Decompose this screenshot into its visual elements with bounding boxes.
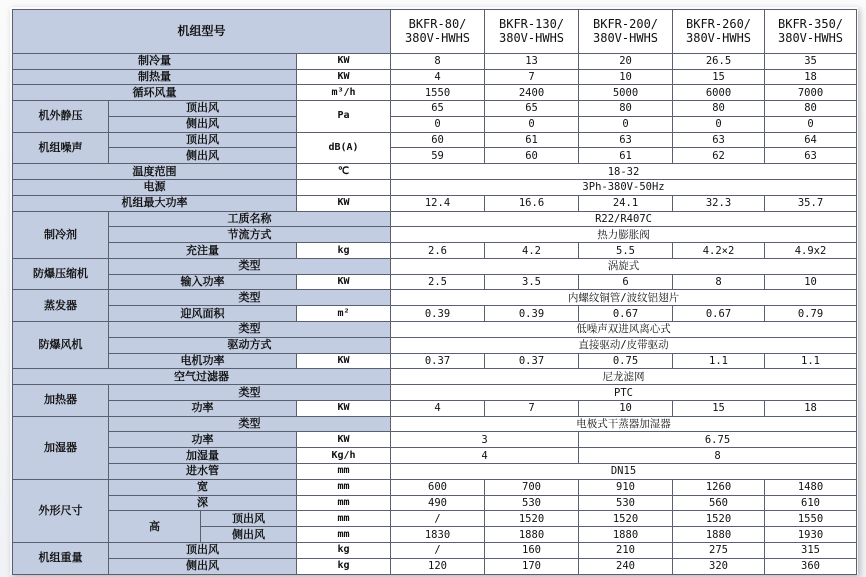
value-cell: 内螺纹铜管/波纹铝翅片 xyxy=(391,290,857,306)
model-header: 机组型号 xyxy=(13,10,391,54)
model-cell: BKFR-130/ 380V-HWHS xyxy=(485,10,579,54)
group-label: 机组重量 xyxy=(13,542,109,574)
value-cell: 1.1 xyxy=(673,353,765,369)
value-cell: 26.5 xyxy=(673,53,765,69)
unit-cell xyxy=(297,179,391,195)
value-cell: 62 xyxy=(673,148,765,164)
row-label: 循环风量 xyxy=(13,85,297,101)
row-label: 顶出风 xyxy=(201,511,297,527)
value-cell: 1880 xyxy=(673,527,765,543)
value-cell: 16.6 xyxy=(485,195,579,211)
header-row xyxy=(13,10,857,54)
spec-table xyxy=(12,9,857,575)
value-cell: 80 xyxy=(673,101,765,117)
value-cell: 0.79 xyxy=(765,306,857,322)
row-label: 宽 xyxy=(109,479,297,495)
value-cell: 65 xyxy=(485,101,579,117)
value-cell: 80 xyxy=(765,101,857,117)
row-label: 电源 xyxy=(13,179,297,195)
table-row xyxy=(13,542,857,558)
value-cell: R22/R407C xyxy=(391,211,857,227)
value-cell: 560 xyxy=(673,495,765,511)
value-cell: / xyxy=(391,511,485,527)
table-row xyxy=(13,511,857,527)
value-cell: 32.3 xyxy=(673,195,765,211)
unit-cell: kg xyxy=(297,243,391,259)
row-label: 类型 xyxy=(109,322,391,338)
unit-cell: KW xyxy=(297,53,391,69)
value-cell: 0 xyxy=(673,116,765,132)
value-cell: 6.75 xyxy=(579,432,857,448)
table-row xyxy=(13,211,857,227)
value-cell: 210 xyxy=(579,542,673,558)
value-cell: 3 xyxy=(391,432,579,448)
value-cell: 1880 xyxy=(579,527,673,543)
value-cell: 6000 xyxy=(673,85,765,101)
value-cell: PTC xyxy=(391,385,857,401)
value-cell: 1830 xyxy=(391,527,485,543)
value-cell: 2.6 xyxy=(391,243,485,259)
value-cell: 15 xyxy=(673,69,765,85)
value-cell: 80 xyxy=(579,101,673,117)
value-cell: 63 xyxy=(765,148,857,164)
table-row xyxy=(13,385,857,401)
table-row xyxy=(13,369,857,385)
value-cell: 0 xyxy=(765,116,857,132)
row-label: 机组最大功率 xyxy=(13,195,297,211)
row-label: 顶出风 xyxy=(109,132,297,148)
unit-cell: dB(A) xyxy=(297,132,391,164)
row-label: 高 xyxy=(109,511,201,543)
unit-cell: KW xyxy=(297,195,391,211)
value-cell: 600 xyxy=(391,479,485,495)
value-cell: 直接驱动/皮带驱动 xyxy=(391,337,857,353)
value-cell: 1550 xyxy=(765,511,857,527)
row-label: 侧出风 xyxy=(109,116,297,132)
unit-cell: KW xyxy=(297,353,391,369)
value-cell: 7 xyxy=(485,69,579,85)
table-row xyxy=(13,337,857,353)
unit-cell: KW xyxy=(297,274,391,290)
value-cell: 4 xyxy=(391,69,485,85)
value-cell: 1880 xyxy=(485,527,579,543)
value-cell: 1520 xyxy=(579,511,673,527)
value-cell: 低噪声双进风离心式 xyxy=(391,322,857,338)
table-row xyxy=(13,101,857,117)
value-cell: 10 xyxy=(579,69,673,85)
table-row xyxy=(13,243,857,259)
value-cell: 0.37 xyxy=(485,353,579,369)
row-label: 顶出风 xyxy=(109,101,297,117)
row-label: 功率 xyxy=(109,400,297,416)
value-cell: 0.75 xyxy=(579,353,673,369)
value-cell: 35.7 xyxy=(765,195,857,211)
table-row xyxy=(13,132,857,148)
value-cell: 360 xyxy=(765,558,857,574)
value-cell: 0.39 xyxy=(391,306,485,322)
unit-cell: m³/h xyxy=(297,85,391,101)
value-cell: 61 xyxy=(485,132,579,148)
value-cell: 1480 xyxy=(765,479,857,495)
table-row xyxy=(13,306,857,322)
value-cell: 8 xyxy=(673,274,765,290)
table-row xyxy=(13,69,857,85)
value-cell: 610 xyxy=(765,495,857,511)
row-label: 迎风面积 xyxy=(109,306,297,322)
unit-cell: mm xyxy=(297,479,391,495)
row-label: 充注量 xyxy=(109,243,297,259)
row-label: 类型 xyxy=(109,385,391,401)
model-cell: BKFR-80/ 380V-HWHS xyxy=(391,10,485,54)
group-label: 机外静压 xyxy=(13,101,109,133)
value-cell: 64 xyxy=(765,132,857,148)
model-cell: BKFR-350/ 380V-HWHS xyxy=(765,10,857,54)
table-row xyxy=(13,322,857,338)
value-cell: 4.2×2 xyxy=(673,243,765,259)
row-label: 侧出风 xyxy=(201,527,297,543)
value-cell: 18 xyxy=(765,400,857,416)
value-cell: 59 xyxy=(391,148,485,164)
value-cell: 10 xyxy=(765,274,857,290)
table-row xyxy=(13,416,857,432)
group-label: 制冷剂 xyxy=(13,211,109,258)
value-cell: 热力膨胀阀 xyxy=(391,227,857,243)
value-cell: 35 xyxy=(765,53,857,69)
table-row xyxy=(13,353,857,369)
row-label: 功率 xyxy=(109,432,297,448)
value-cell: 10 xyxy=(579,400,673,416)
model-cell: BKFR-200/ 380V-HWHS xyxy=(579,10,673,54)
row-label: 类型 xyxy=(109,258,391,274)
value-cell: 0.67 xyxy=(673,306,765,322)
value-cell: 0 xyxy=(391,116,485,132)
table-row xyxy=(13,227,857,243)
unit-cell: ℃ xyxy=(297,164,391,180)
value-cell: 8 xyxy=(579,448,857,464)
row-label: 工质名称 xyxy=(109,211,391,227)
unit-cell: Pa xyxy=(297,101,391,133)
value-cell: 60 xyxy=(391,132,485,148)
value-cell: 2.5 xyxy=(391,274,485,290)
value-cell: 0 xyxy=(485,116,579,132)
value-cell: 18 xyxy=(765,69,857,85)
value-cell: 12.4 xyxy=(391,195,485,211)
value-cell: 8 xyxy=(391,53,485,69)
value-cell: 1550 xyxy=(391,85,485,101)
table-row xyxy=(13,85,857,101)
row-label: 制热量 xyxy=(13,69,297,85)
unit-cell: KW xyxy=(297,400,391,416)
value-cell: 4.9x2 xyxy=(765,243,857,259)
value-cell: 275 xyxy=(673,542,765,558)
value-cell: 5.5 xyxy=(579,243,673,259)
value-cell: 160 xyxy=(485,542,579,558)
value-cell: 240 xyxy=(579,558,673,574)
value-cell: / xyxy=(391,542,485,558)
group-label: 加热器 xyxy=(13,385,109,417)
row-label: 顶出风 xyxy=(109,542,297,558)
value-cell: 320 xyxy=(673,558,765,574)
unit-cell: m² xyxy=(297,306,391,322)
unit-cell: KW xyxy=(297,432,391,448)
row-label: 温度范围 xyxy=(13,164,297,180)
table-row xyxy=(13,274,857,290)
value-cell: 0 xyxy=(579,116,673,132)
group-label: 蒸发器 xyxy=(13,290,109,322)
row-label: 类型 xyxy=(109,416,391,432)
table-row xyxy=(13,495,857,511)
value-cell: 0.39 xyxy=(485,306,579,322)
table-row xyxy=(13,179,857,195)
value-cell: 1520 xyxy=(485,511,579,527)
value-cell: 4.2 xyxy=(485,243,579,259)
row-label: 制冷量 xyxy=(13,53,297,69)
value-cell: 60 xyxy=(485,148,579,164)
table-row xyxy=(13,164,857,180)
table-row xyxy=(13,558,857,574)
group-label: 外形尺寸 xyxy=(13,479,109,542)
value-cell: 24.1 xyxy=(579,195,673,211)
value-cell: 530 xyxy=(485,495,579,511)
table-row xyxy=(13,116,857,132)
value-cell: 1260 xyxy=(673,479,765,495)
value-cell: 7 xyxy=(485,400,579,416)
value-cell: 65 xyxy=(391,101,485,117)
unit-cell: mm xyxy=(297,527,391,543)
group-label: 防爆风机 xyxy=(13,322,109,369)
table-row xyxy=(13,148,857,164)
value-cell: 61 xyxy=(579,148,673,164)
value-cell: 1.1 xyxy=(765,353,857,369)
value-cell: 2400 xyxy=(485,85,579,101)
model-cell: BKFR-260/ 380V-HWHS xyxy=(673,10,765,54)
table-row xyxy=(13,479,857,495)
row-label: 空气过滤器 xyxy=(13,369,391,385)
row-label: 类型 xyxy=(109,290,391,306)
table-row xyxy=(13,290,857,306)
row-label: 侧出风 xyxy=(109,558,297,574)
value-cell: 910 xyxy=(579,479,673,495)
table-row xyxy=(13,432,857,448)
value-cell: 4 xyxy=(391,400,485,416)
row-label: 进水管 xyxy=(109,464,297,480)
row-label: 侧出风 xyxy=(109,148,297,164)
value-cell: 13 xyxy=(485,53,579,69)
value-cell: 4 xyxy=(391,448,579,464)
value-cell: 63 xyxy=(673,132,765,148)
unit-cell: kg xyxy=(297,558,391,574)
row-label: 电机功率 xyxy=(109,353,297,369)
value-cell: 120 xyxy=(391,558,485,574)
table-row xyxy=(13,195,857,211)
unit-cell: KW xyxy=(297,69,391,85)
value-cell: 电极式干蒸器加湿器 xyxy=(391,416,857,432)
table-row xyxy=(13,448,857,464)
value-cell: 63 xyxy=(579,132,673,148)
value-cell: 170 xyxy=(485,558,579,574)
unit-cell: kg xyxy=(297,542,391,558)
value-cell: 700 xyxy=(485,479,579,495)
value-cell: 15 xyxy=(673,400,765,416)
table-row xyxy=(13,400,857,416)
table-row xyxy=(13,464,857,480)
value-cell: 1930 xyxy=(765,527,857,543)
row-label: 输入功率 xyxy=(109,274,297,290)
group-label: 防爆压缩机 xyxy=(13,258,109,290)
table-row xyxy=(13,53,857,69)
value-cell: 0.37 xyxy=(391,353,485,369)
row-label: 加湿量 xyxy=(109,448,297,464)
value-cell: 0.67 xyxy=(579,306,673,322)
value-cell: 涡旋式 xyxy=(391,258,857,274)
unit-cell: mm xyxy=(297,464,391,480)
table-row xyxy=(13,258,857,274)
value-cell: 3.5 xyxy=(485,274,579,290)
row-label: 驱动方式 xyxy=(109,337,391,353)
value-cell: 6 xyxy=(579,274,673,290)
row-label: 深 xyxy=(109,495,297,511)
value-cell: 1520 xyxy=(673,511,765,527)
value-cell: 490 xyxy=(391,495,485,511)
value-cell: 5000 xyxy=(579,85,673,101)
value-cell: 尼龙滤网 xyxy=(391,369,857,385)
value-cell: 7000 xyxy=(765,85,857,101)
unit-cell: mm xyxy=(297,511,391,527)
row-label: 节流方式 xyxy=(109,227,391,243)
unit-cell: Kg/h xyxy=(297,448,391,464)
group-label: 加湿器 xyxy=(13,416,109,479)
value-cell: 3Ph-380V-50Hz xyxy=(391,179,857,195)
value-cell: 20 xyxy=(579,53,673,69)
unit-cell: mm xyxy=(297,495,391,511)
value-cell: 530 xyxy=(579,495,673,511)
value-cell: 18-32 xyxy=(391,164,857,180)
group-label: 机组噪声 xyxy=(13,132,109,164)
value-cell: DN15 xyxy=(391,464,857,480)
value-cell: 315 xyxy=(765,542,857,558)
